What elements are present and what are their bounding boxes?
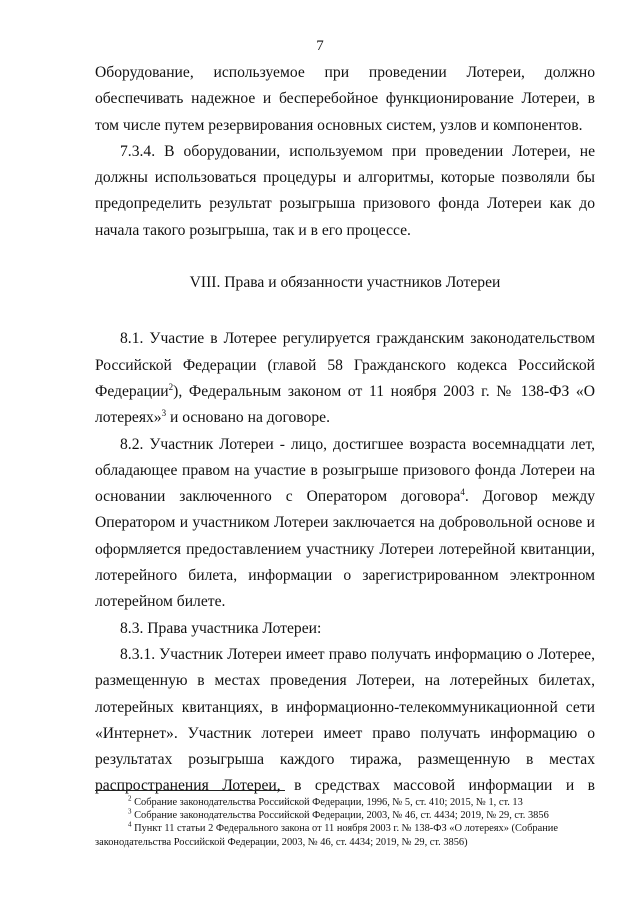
paragraph-8-3: 8.3. Права участника Лотереи: [120,619,322,637]
footnote-text: Собрание законодательства Российской Федерации, 1996, № 5, ст. 410; 2015, № 1, ст. 13 [131,797,523,808]
paragraph-8-2 [95,432,595,616]
footnote-divider [95,790,285,791]
paragraph-text: . Договор между Оператором и участником Лотереи заключается на добровольной основе и оформляется предоставлением участнику Лотереи лотерейной квитанции, лотерейного билета, информации о зарегистрированном электронном лотерейном билете. [95,488,595,611]
paragraph-text: и основано на договоре. [166,409,330,427]
footnote-text: Пункт 11 статьи 2 Федерального закона от 11 ноября 2003 г. № 138-ФЗ «О лотереях» (Собрание законодательства Российской Федерации, 2003, № 46, ст. 4434; 2019, № 29, ст. 3856) [95,823,558,848]
paragraph: Оборудование, используемое при проведении Лотереи, должно обеспечивать надежное и бесперебойное функционирование Лотереи, в том числе путем резервирования основных систем, узлов и компонентов. [95,64,595,134]
paragraph-8-1 [95,326,595,431]
footnote [95,809,595,822]
body-text [95,60,595,800]
footnote-number: 3 [128,807,132,816]
footnotes [95,796,595,849]
paragraph-text: 8.1. Участие в Лотерее регулируется гражданским законодательством Российской Федерации (главой 58 Гражданского кодекса Российской Федерации [95,330,595,400]
footnote-ref: 2 [168,381,174,392]
paragraph-8-3-1: 8.3.1. Участник Лотереи имеет право получать информацию о Лотерее, размещенную в местах проведения Лотереи, на лотерейных билетах, лотерейных квитанциях, в информационно-телекоммуникационной сети «Интернет». Участник лотереи имеет право получать информацию о результатах розыгрыша каждого тиража, размещенную в местах распространения Лотереи, в средствах массовой информации и в [95,645,595,795]
paragraph-text: 8.2. Участник Лотереи - лицо, достигшее возраста восемнадцати лет, обладающее правом на участие в розыгрыше призового фонда Лотереи на основании заключенного с Оператором договора [95,435,595,506]
paragraph-text: ), Федеральным законом от 11 ноября 2003 г. № 138-ФЗ «О лотереях» [95,382,595,427]
footnote [95,796,595,809]
footnote-number: 2 [128,794,132,803]
section-heading: VIII. Права и обязанности участников Лотереи [189,274,501,292]
page-number: 7 [316,38,324,54]
paragraph-7-3-4: 7.3.4. В оборудовании, используемом при проведении Лотереи, не должны использоваться процедуры и алгоритмы, которые позволяли бы предопределить результат розыгрыша призового фонда Лотереи как до начала такого розыгрыша, так и в его процессе. [95,142,595,239]
footnote-ref: 3 [161,408,167,419]
footnote-ref: 4 [460,486,465,497]
footnote-text: Собрание законодательства Российской Федерации, 2003, № 46, ст. 4434; 2019, № 29, ст. 3856 [131,810,549,822]
footnote [95,822,595,848]
footnote-number: 4 [128,820,132,829]
